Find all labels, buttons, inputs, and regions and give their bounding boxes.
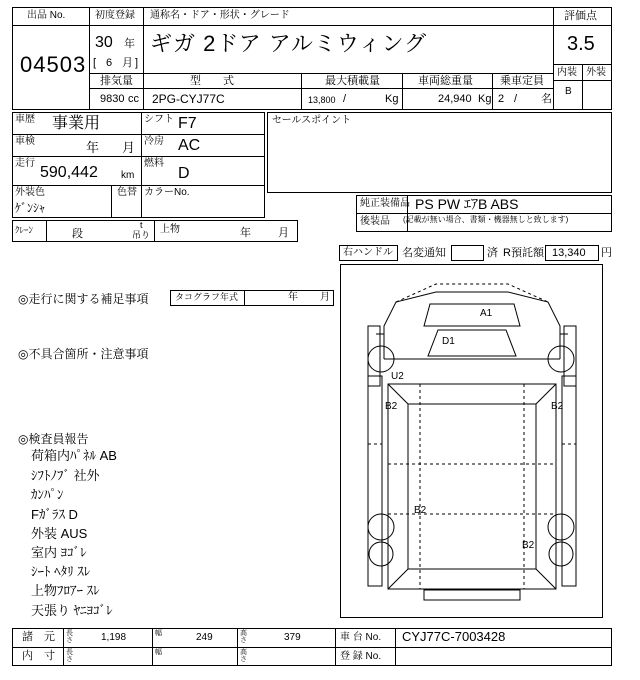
gross-weight-unit: Kg xyxy=(478,93,492,105)
max-load-label: 最大積載量 xyxy=(325,75,380,87)
capacity-value: 2 xyxy=(498,93,505,105)
inspection-label: 車検 xyxy=(15,136,35,147)
exterior-label: 外装 xyxy=(586,67,606,78)
upper-label: 上物 xyxy=(160,224,180,235)
first-reg-year-unit: 年 xyxy=(124,38,135,50)
length-label: 長さ xyxy=(66,630,73,644)
width-label: 幅 xyxy=(155,630,162,637)
displacement-label: 排気量 xyxy=(100,75,133,87)
first-reg-year: 30 xyxy=(95,34,113,51)
damage-mark: B2 xyxy=(522,540,535,551)
first-reg-month: 6 xyxy=(106,57,113,69)
crane-hoist: 吊り xyxy=(132,230,151,240)
inspector-report-label: ◎検査員報告 xyxy=(18,432,89,446)
damage-mark: A1 xyxy=(480,308,493,319)
color-change-label: 色替 xyxy=(117,187,137,198)
lot-label: 出品 No. xyxy=(27,10,66,21)
inner-width-label: 幅 xyxy=(155,649,162,656)
gross-weight-value: 24,940 xyxy=(438,93,472,105)
ext-color-label: 外装色 xyxy=(15,187,45,198)
score-value: 3.5 xyxy=(567,33,595,55)
first-reg-label: 初度登録 xyxy=(95,10,135,21)
inner-height-label: 高さ xyxy=(240,649,247,663)
model-name-label: 通称名・ドア・形状・グレード xyxy=(150,10,290,21)
recycle-amount: 13,340 xyxy=(552,247,586,259)
height-value: 379 xyxy=(284,632,301,643)
sales-point-label: セールスポイント xyxy=(272,115,352,126)
recycle-amount-box xyxy=(545,245,599,261)
fuel-value: D xyxy=(178,165,190,182)
recycle-paid: 済 xyxy=(487,247,498,259)
inspection-year-unit: 年 xyxy=(86,140,100,155)
mileage-unit: km xyxy=(121,170,135,181)
crane-row xyxy=(12,220,298,242)
mileage-value: 590,442 xyxy=(40,164,98,181)
inspector-item: ｼﾌﾄﾉﾌﾞ 社外 xyxy=(31,468,100,483)
first-reg-month-unit: 月 xyxy=(122,57,133,69)
displacement-unit: cc xyxy=(128,93,139,105)
recycle-label: R預託額 xyxy=(503,247,544,259)
chassis-number: CYJ77C-7003428 xyxy=(402,629,506,644)
score-label: 評価点 xyxy=(564,10,597,22)
inspector-item: 荷箱内ﾊﾟﾈﾙ AB xyxy=(31,448,117,463)
aftermarket-label: 後装品 xyxy=(360,216,390,227)
damage-mark: B2 xyxy=(551,401,564,412)
fuel-label: 燃料 xyxy=(144,158,164,169)
inspector-item: ｼｰﾄ ﾍﾀﾘ ｽﾚ xyxy=(31,564,91,579)
capacity-label: 乗車定員 xyxy=(500,75,544,87)
model-name: ギガ 2ドア アルミウィング xyxy=(150,31,428,56)
max-load-value: 13,800 xyxy=(308,95,336,105)
recycle-unit: 円 xyxy=(601,247,612,259)
damage-mark: D1 xyxy=(442,336,455,347)
damage-mark: B2 xyxy=(414,505,427,516)
aftermarket-note: (記載が無い場合、書類・機器無しと致します) xyxy=(403,215,569,224)
inspector-item: 外装 AUS xyxy=(31,526,88,541)
type-label: 型 式 xyxy=(190,75,234,87)
upper-month-unit: 月 xyxy=(278,227,289,239)
registration-label: 登 録 No. xyxy=(340,651,382,662)
inspector-item: 室内 ﾖｺﾞﾚ xyxy=(31,545,87,560)
name-change-box xyxy=(451,245,484,261)
tachograph-year-unit: 年 xyxy=(288,292,298,303)
driving-notes-label: ◎走行に関する補足事項 xyxy=(18,292,149,306)
shift-value: F7 xyxy=(178,115,197,132)
lot-number: 04503 xyxy=(20,52,87,77)
color-code-label: カラーNo. xyxy=(144,187,190,198)
displacement-value: 9830 xyxy=(100,93,125,105)
tachograph-label: タコグラフ年式 xyxy=(175,292,239,302)
history-value: 事業用 xyxy=(52,115,101,132)
inspector-item: ｶﾝﾊﾟﾝ xyxy=(31,487,64,502)
history-label: 車歴 xyxy=(15,114,35,125)
damage-mark: U2 xyxy=(391,371,404,382)
gross-weight-label: 車両総重量 xyxy=(418,75,473,87)
equipment-label: 純正装備品 xyxy=(360,198,410,209)
inspector-item: Fｶﾞﾗｽ D xyxy=(31,507,78,522)
damage-mark: B2 xyxy=(385,401,398,412)
capacity-unit: 名 xyxy=(541,93,552,105)
mileage-label: 走行 xyxy=(15,158,35,169)
crane-stage: 段 xyxy=(72,228,83,240)
ac-value: AC xyxy=(178,137,201,154)
crane-tons: t xyxy=(140,220,143,230)
crane-label: ｸﾚｰﾝ xyxy=(15,225,34,235)
dims-label: 諸 元 xyxy=(22,631,55,643)
max-load-unit: Kg xyxy=(385,93,399,105)
capacity-sep: / xyxy=(514,93,518,105)
ac-label: 冷房 xyxy=(144,136,164,147)
max-load-sep: / xyxy=(343,93,347,105)
inspector-item: 上物ﾌﾛｱｰ ｽﾚ xyxy=(31,583,100,598)
name-change-label: 名変通知 xyxy=(402,247,446,259)
ext-color-value: ｹﾞﾝｼｬ xyxy=(15,201,46,215)
inner-length-label: 長さ xyxy=(66,649,73,663)
equipment-value: PS PW ｴｱB ABS xyxy=(415,196,519,212)
upper-year-unit: 年 xyxy=(240,227,251,239)
interior-label: 内装 xyxy=(557,67,577,78)
chassis-label: 車 台 No. xyxy=(340,632,382,643)
inspector-item: 天張り ﾔﾆﾖｺﾞﾚ xyxy=(31,603,113,618)
inner-dims-label: 内 寸 xyxy=(22,650,55,662)
shift-label: シフト xyxy=(144,114,174,125)
truck-diagram xyxy=(340,264,603,618)
defects-label: ◎不具合箇所・注意事項 xyxy=(18,347,149,361)
length-value: 1,198 xyxy=(101,632,127,643)
type-value: 2PG-CYJ77C xyxy=(152,92,225,106)
steering-value: 右ハンドル xyxy=(343,247,393,258)
inspection-month-unit: 月 xyxy=(122,140,136,155)
height-label: 高さ xyxy=(240,630,247,644)
interior-grade: B xyxy=(565,86,572,97)
tachograph-month-unit: 月 xyxy=(320,292,330,303)
width-value: 249 xyxy=(196,632,213,643)
